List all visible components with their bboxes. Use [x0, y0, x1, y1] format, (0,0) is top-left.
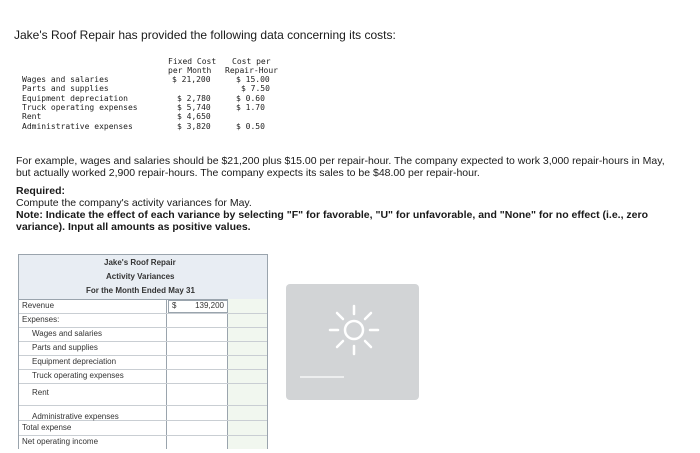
required-heading: Required: [16, 185, 66, 197]
revenue-row [19, 299, 267, 314]
expense-label: Administrative expenses [32, 412, 119, 421]
cost-row-variable: $ 0.50 [236, 122, 265, 131]
total-expense-row[interactable] [19, 421, 267, 436]
cost-row-fixed: $ 5,740 [177, 103, 211, 112]
report-header [18, 254, 268, 300]
revenue-input[interactable] [168, 300, 228, 313]
fixed-cost-header-1: Fixed Cost [168, 57, 217, 66]
cost-row-label: Administrative expenses [22, 122, 133, 131]
activity-variance-report [18, 254, 266, 449]
example-paragraph: For example, wages and salaries should be $21,200 plus $15.00 per repair-hour. The company expected to work 3,000 repair-hours in May, but actually worked 2,900 repair-hours. The company expects its sales to be $48.00 per repair-hour. [16, 155, 665, 179]
cost-row-fixed: $ 3,820 [177, 122, 211, 131]
currency-symbol: $ [172, 301, 177, 310]
cost-row-fixed: $ 21,200 [172, 75, 211, 84]
report-period: For the Month Ended May 31 [86, 286, 195, 295]
cost-per-header-2: Repair-Hour [225, 66, 278, 75]
net-income-label: Net operating income [22, 437, 99, 446]
required-note: Note: Indicate the effect of each variance by selecting "F" for favorable, "U" for unfavorable, and "None" for no effect (i.e., zero variance). Input all amounts as positive values. [16, 209, 648, 233]
net-income-row[interactable] [19, 435, 267, 449]
cost-row-variable: $ 7.50 [241, 84, 270, 93]
expense-label: Wages and salaries [32, 329, 102, 338]
cost-per-header-1: Cost per [232, 57, 271, 66]
expenses-heading-row [19, 313, 267, 328]
cost-row-variable: $ 0.60 [236, 94, 265, 103]
fixed-cost-header-2: per Month [168, 66, 212, 75]
image-placeholder-panel [286, 284, 419, 400]
expense-label: Rent [32, 388, 49, 397]
report-title: Activity Variances [106, 272, 175, 281]
expense-label: Truck operating expenses [32, 371, 124, 380]
required-section [16, 185, 666, 233]
brightness-icon [324, 300, 384, 360]
expense-row[interactable] [19, 383, 267, 406]
expense-row[interactable] [19, 355, 267, 370]
required-instruction: Compute the company's activity variances for May. [16, 197, 252, 209]
cost-row-label: Truck operating expenses [22, 103, 138, 112]
revenue-label: Revenue [22, 301, 55, 310]
total-expense-label: Total expense [22, 423, 72, 432]
expense-label: Equipment depreciation [32, 357, 117, 366]
report-company: Jake's Roof Repair [104, 258, 176, 267]
expense-row[interactable] [19, 406, 267, 421]
cost-row-label: Equipment depreciation [22, 94, 128, 103]
cost-row-label: Parts and supplies [22, 84, 109, 93]
revenue-value: 139,200 [195, 301, 224, 310]
expenses-label: Expenses: [22, 315, 60, 324]
report-grid [18, 299, 268, 449]
cost-row-label: Wages and salaries [22, 75, 109, 84]
panel-underline [300, 376, 344, 378]
expense-row[interactable] [19, 369, 267, 384]
expense-row[interactable] [19, 341, 267, 356]
intro-text: Jake's Roof Repair has provided the following data concerning its costs: [14, 28, 396, 42]
cost-row-label: Rent [22, 112, 42, 121]
cost-row-variable: $ 1.70 [236, 103, 265, 112]
cost-row-fixed: $ 2,780 [177, 94, 211, 103]
expense-label: Parts and supplies [32, 343, 98, 352]
expense-row[interactable] [19, 327, 267, 342]
cost-row-fixed: $ 4,650 [177, 112, 211, 121]
cost-row-variable: $ 15.00 [236, 75, 270, 84]
